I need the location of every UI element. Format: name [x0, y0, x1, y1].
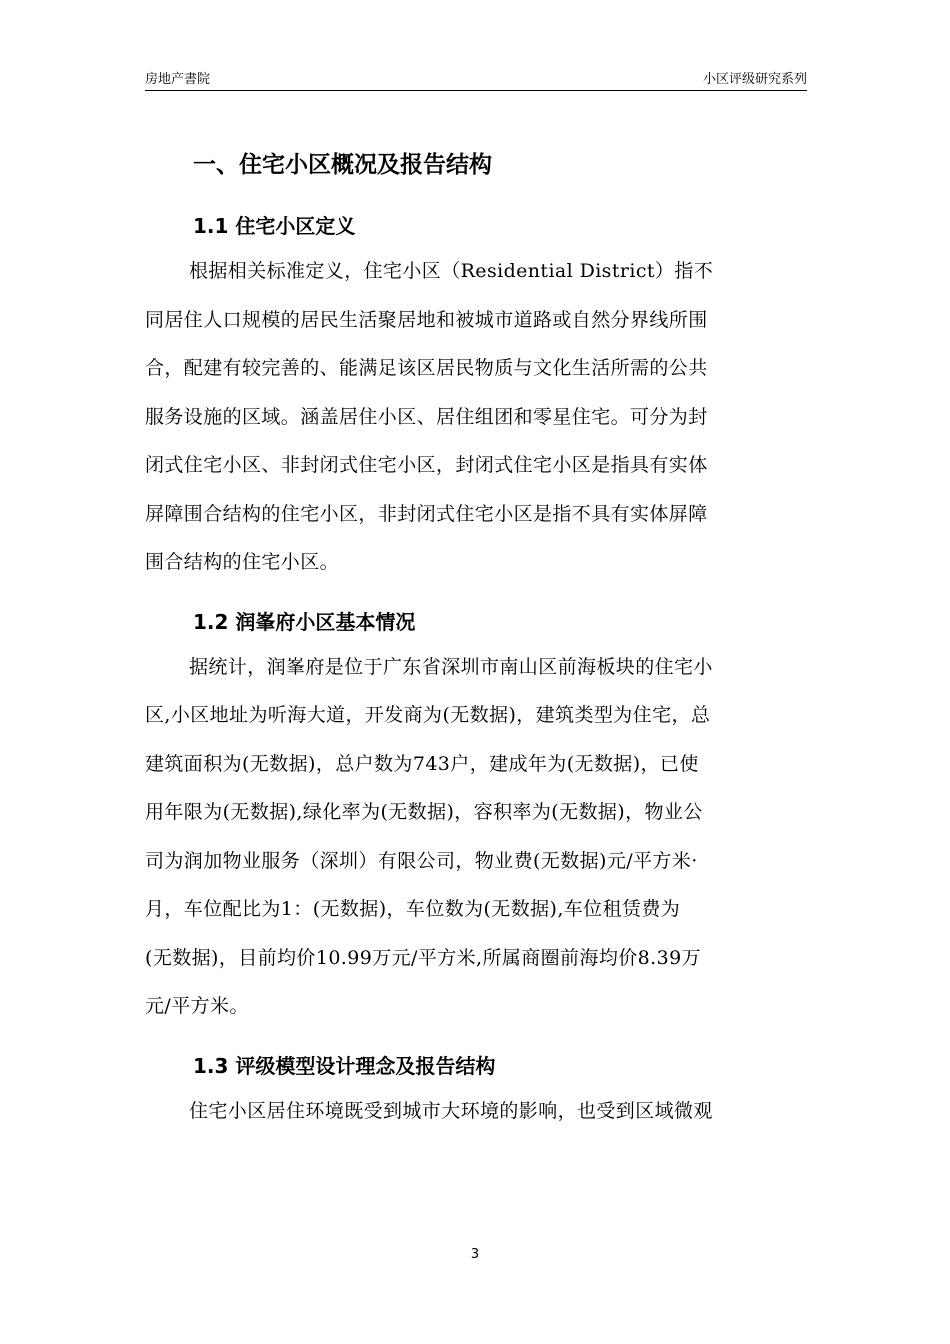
paragraph-line: 区,小区地址为听海大道，开发商为(无数据)，建筑类型为住宅，总 [145, 704, 711, 726]
subsection-title-1-3: 1.3 评级模型设计理念及报告结构 [193, 1053, 496, 1078]
paragraph-line: 住宅小区居住环境既受到城市大环境的影响，也受到区域微观 [189, 1099, 713, 1122]
paragraph-line: 根据相关标准定义，住宅小区（Residential District）指不 [189, 260, 714, 282]
paragraph-line: (无数据)，目前均价10.99万元/平方米,所属商圈前海均价8.39万 [145, 946, 701, 969]
paragraph-line: 围合结构的住宅小区。 [145, 551, 340, 573]
paragraph-line: 同居住人口规模的居民生活聚居地和被城市道路或自然分界线所围 [145, 308, 708, 331]
paragraph-line: 司为润加物业服务（深圳）有限公司，物业费(无数据)元/平方米· [145, 849, 698, 872]
subsection-title-1-2: 1.2 润峯府小区基本情况 [193, 609, 416, 634]
page-header [145, 66, 807, 91]
paragraph-line: 屏障围合结构的住宅小区，非封闭式住宅小区是指不具有实体屏障 [145, 502, 708, 525]
paragraph-basic-info [145, 643, 807, 1031]
paragraph-definition [145, 247, 807, 587]
paragraph-line: 元/平方米。 [145, 995, 249, 1017]
header-left-text: 房地产書院 [145, 72, 211, 87]
page-body [145, 144, 807, 1135]
header-right-text: 小区评级研究系列 [702, 72, 807, 87]
page-number: 3 [470, 1247, 480, 1262]
paragraph-line: 用年限为(无数据),绿化率为(无数据)，容积率为(无数据)，物业公 [145, 801, 703, 823]
paragraph-line: 建筑面积为(无数据)，总户数为743户，建成年为(无数据)，已使 [145, 752, 699, 775]
paragraph-line: 服务设施的区域。涵盖居住小区、居住组团和零星住宅。可分为封 [145, 405, 708, 428]
paragraph-model-design [145, 1087, 807, 1136]
section-title: 一、住宅小区概况及报告结构 [193, 152, 492, 178]
subsection-title-1-1: 1.1 住宅小区定义 [193, 214, 356, 238]
paragraph-line: 月，车位配比为1：(无数据)，车位数为(无数据),车位租赁费为 [145, 898, 681, 920]
paragraph-line: 合，配建有较完善的、能满足该区居民物质与文化生活所需的公共 [145, 357, 708, 379]
paragraph-line: 闭式住宅小区、非封闭式住宅小区，封闭式住宅小区是指具有实体 [145, 454, 708, 476]
paragraph-line: 据统计，润峯府是位于广东省深圳市南山区前海板块的住宅小 [189, 655, 713, 678]
